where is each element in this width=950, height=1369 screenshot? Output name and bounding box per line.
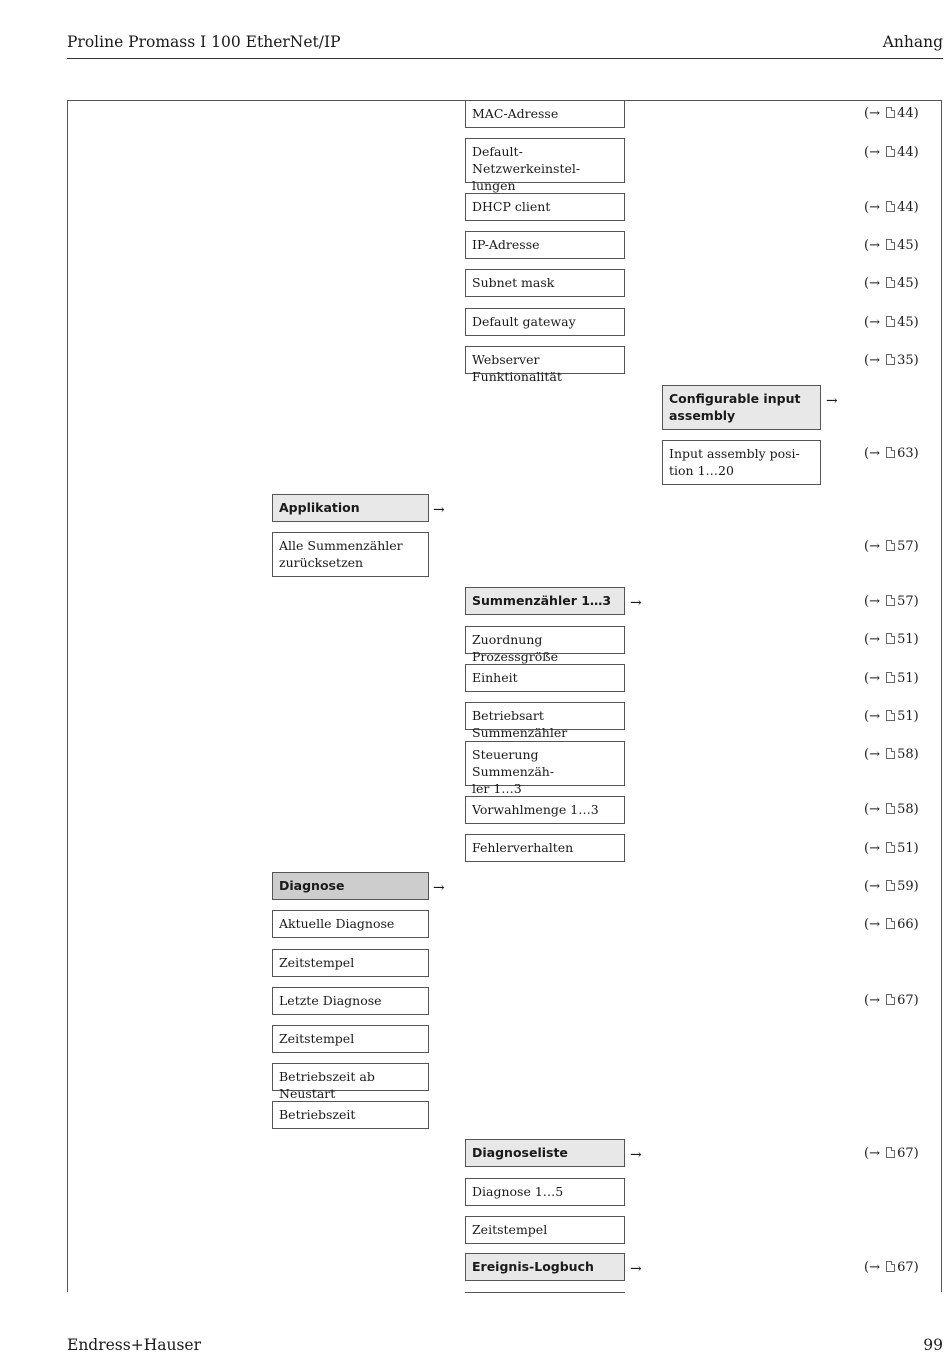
- menu-item-subnet-mask: Subnet mask: [465, 269, 625, 297]
- page-icon: [886, 748, 895, 759]
- page-reference: (→ 51): [864, 841, 919, 856]
- menu-item-current-diagnostics: Aktuelle Diagnose: [272, 910, 429, 938]
- page-icon: [886, 316, 895, 327]
- page-number: 99: [923, 1336, 943, 1354]
- menu-item-assign-process-variable: Zuordnung Prozessgröße: [465, 626, 625, 654]
- page-reference: (→ 45): [864, 238, 919, 253]
- menu-item-timestamp: Zeitstempel: [272, 1025, 429, 1053]
- menu-item-totalizer-operation-mode: Betriebsart Summenzähler: [465, 702, 625, 730]
- page-reference: (→ 58): [864, 802, 919, 817]
- menu-item-mac-address: MAC-Adresse: [465, 100, 625, 128]
- page-reference: (→ 44): [864, 106, 919, 121]
- menu-item-timestamp: Zeitstempel: [272, 949, 429, 977]
- footer-company: Endress+Hauser: [67, 1336, 201, 1354]
- page-icon: [886, 880, 895, 891]
- page-icon: [886, 672, 895, 683]
- menu-item-ip-address: IP-Adresse: [465, 231, 625, 259]
- submenu-event-logbook: Ereignis-Logbuch: [465, 1253, 625, 1281]
- arrow-right-icon: →: [433, 880, 445, 896]
- page-icon: [886, 633, 895, 644]
- menu-item-default-network-settings: Default-Netzwerkeinstel- lungen: [465, 138, 625, 183]
- submenu-applikation: Applikation: [272, 494, 429, 522]
- page-icon: [886, 107, 895, 118]
- page-icon: [886, 994, 895, 1005]
- submenu-totalizer: Summenzähler 1…3: [465, 587, 625, 615]
- menu-item-diagnostics-1-5: Diagnose 1…5: [465, 1178, 625, 1206]
- truncated-box-edge: [465, 1292, 625, 1293]
- arrow-right-icon: →: [630, 1147, 642, 1163]
- page-icon: [886, 354, 895, 365]
- menu-item-dhcp-client: DHCP client: [465, 193, 625, 221]
- arrow-right-icon: →: [630, 595, 642, 611]
- menu-item-reset-all-totalizers: Alle Summenzähler zurücksetzen: [272, 532, 429, 577]
- page-icon: [886, 710, 895, 721]
- page-reference: (→ 44): [864, 200, 919, 215]
- page-reference: (→ 51): [864, 709, 919, 724]
- menu-item-control-totalizer: Steuerung Summenzäh- ler 1…3: [465, 741, 625, 786]
- page-reference: (→ 44): [864, 145, 919, 160]
- page-reference: (→ 59): [864, 879, 919, 894]
- section-title: Anhang: [882, 33, 943, 51]
- menu-item-previous-diagnostics: Letzte Diagnose: [272, 987, 429, 1015]
- header-rule: [67, 58, 943, 59]
- page-reference: (→ 45): [864, 276, 919, 291]
- menu-item-timestamp: Zeitstempel: [465, 1216, 625, 1244]
- menu-item-operating-time-from-restart: Betriebszeit ab Neustart: [272, 1063, 429, 1091]
- page-icon: [886, 146, 895, 157]
- page-icon: [886, 239, 895, 250]
- page-icon: [886, 277, 895, 288]
- menu-item-operating-time: Betriebszeit: [272, 1101, 429, 1129]
- page-icon: [886, 918, 895, 929]
- page-icon: [886, 540, 895, 551]
- submenu-diagnostic-list: Diagnoseliste: [465, 1139, 625, 1167]
- page-reference: (→ 57): [864, 539, 919, 554]
- arrow-right-icon: →: [826, 393, 838, 409]
- page-reference: (→ 66): [864, 917, 919, 932]
- page-reference: (→ 67): [864, 993, 919, 1008]
- page-icon: [886, 201, 895, 212]
- menu-item-default-gateway: Default gateway: [465, 308, 625, 336]
- page-icon: [886, 803, 895, 814]
- page-icon: [886, 595, 895, 606]
- page-reference: (→ 63): [864, 446, 919, 461]
- page-reference: (→ 67): [864, 1146, 919, 1161]
- submenu-configurable-input-assembly: Configurable input assembly: [662, 385, 821, 430]
- page-reference: (→ 67): [864, 1260, 919, 1275]
- page-icon: [886, 842, 895, 853]
- page-icon: [886, 447, 895, 458]
- page-icon: [886, 1147, 895, 1158]
- menu-item-preset-value: Vorwahlmenge 1…3: [465, 796, 625, 824]
- menu-item-input-assembly-position: Input assembly posi- tion 1…20: [662, 440, 821, 485]
- menu-item-unit: Einheit: [465, 664, 625, 692]
- menu-item-failure-behavior: Fehlerverhalten: [465, 834, 625, 862]
- menu-item-webserver-functionality: Webserver Funktionalität: [465, 346, 625, 374]
- page-reference: (→ 51): [864, 671, 919, 686]
- page-reference: (→ 45): [864, 315, 919, 330]
- page-reference: (→ 51): [864, 632, 919, 647]
- arrow-right-icon: →: [433, 502, 445, 518]
- arrow-right-icon: →: [630, 1261, 642, 1277]
- page-reference: (→ 58): [864, 747, 919, 762]
- page-icon: [886, 1261, 895, 1272]
- document-title: Proline Promass I 100 EtherNet/IP: [67, 33, 341, 51]
- submenu-diagnose: Diagnose: [272, 872, 429, 900]
- page-reference: (→ 35): [864, 353, 919, 368]
- page-reference: (→ 57): [864, 594, 919, 609]
